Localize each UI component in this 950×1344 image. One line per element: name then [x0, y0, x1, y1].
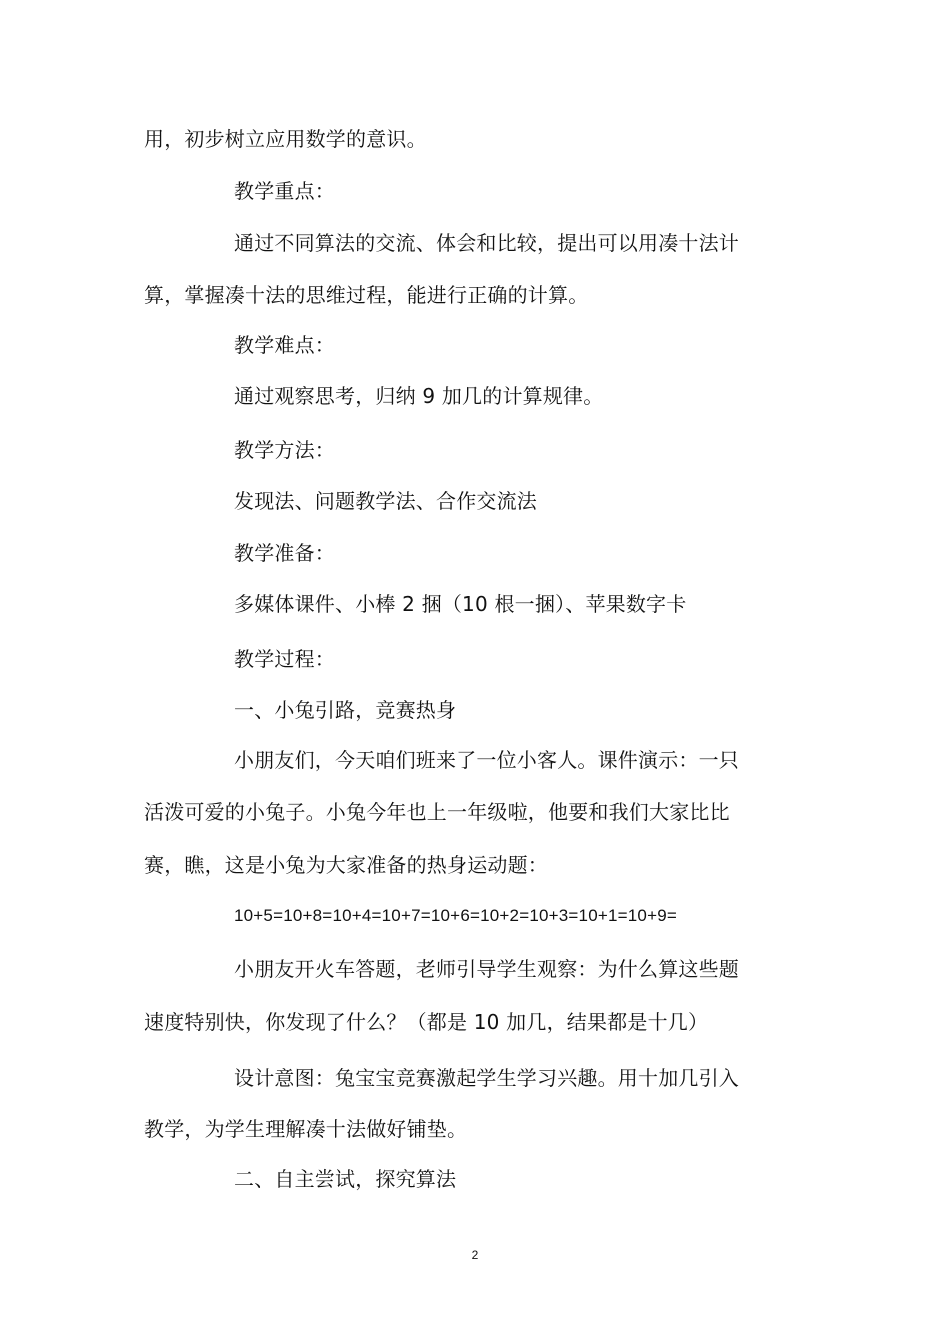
text-line: 算，掌握凑十法的思维过程，能进行正确的计算。 — [144, 283, 589, 307]
text-line: 用，初步树立应用数学的意识。 — [144, 127, 427, 151]
section-heading-process: 教学过程： — [234, 647, 335, 671]
text-line: 小朋友开火车答题，老师引导学生观察：为什么算这些题 — [234, 957, 739, 981]
text-line: 多媒体课件、小棒 2 捆（10 根一捆）、苹果数字卡 — [234, 592, 687, 616]
section-heading-key-points: 教学重点： — [234, 179, 335, 203]
subsection-heading: 二、自主尝试，探究算法 — [234, 1167, 457, 1191]
text-line: 速度特别快，你发现了什么？（都是 10 加几，结果都是十几） — [144, 1010, 709, 1034]
section-heading-preparation: 教学准备： — [234, 541, 335, 565]
section-heading-difficulties: 教学难点： — [234, 333, 335, 357]
text-line: 教学，为学生理解凑十法做好铺垫。 — [144, 1117, 468, 1141]
subsection-heading: 一、小兔引路，竞赛热身 — [234, 698, 457, 722]
text-line: 设计意图：兔宝宝竞赛激起学生学习兴趣。用十加几引入 — [234, 1066, 739, 1090]
text-line: 活泼可爱的小兔子。小兔今年也上一年级啦，他要和我们大家比比 — [144, 800, 730, 824]
section-heading-methods: 教学方法： — [234, 438, 335, 462]
text-line: 小朋友们，今天咱们班来了一位小客人。课件演示：一只 — [234, 748, 739, 772]
warmup-exercise-formula: 10+5=10+8=10+4=10+7=10+6=10+2=10+3=10+1=10+9= — [234, 906, 677, 925]
text-line: 赛，瞧，这是小兔为大家准备的热身运动题： — [144, 853, 548, 877]
page-number: 2 — [471, 1248, 479, 1262]
text-line: 通过观察思考，归纳 9 加几的计算规律。 — [234, 384, 604, 408]
text-line: 通过不同算法的交流、体会和比较，提出可以用凑十法计 — [234, 231, 739, 255]
text-line: 发现法、问题教学法、合作交流法 — [234, 489, 537, 513]
